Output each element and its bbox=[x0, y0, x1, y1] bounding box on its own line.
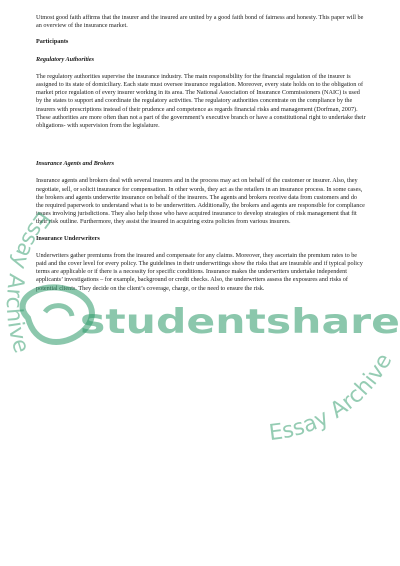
regulatory-paragraph: The regulatory authorities supervise the insurance industry. The main responsibility for the financial regulation of the insurer is assigned to its state of domiciliary. Each state must oversee insurance regulation. Moreover, every state holds on to the obligation of market price regulation of every insurer working in its area. The National Association of Insurance Commissioners (NAIC) is used by the states to support and coordinate the regulatory activities. The regulatory authorities concentrate on the compliance by the insurers with prescriptions instead of their prudence and competence as regards financial risks and management (Dorfman, 2007). These authorities are more often than not a part of the government’s executive branch or have a constitutional right to undertake their obligations- with supervision from the legislature. bbox=[36, 72, 366, 130]
regulatory-heading: Regulatory Authorities bbox=[36, 55, 95, 63]
watermark-caption-left-path: Essay Archive bbox=[0, 206, 56, 357]
participants-heading: Participants bbox=[36, 38, 69, 46]
agents-paragraph: Insurance agents and brokers deal with several insurers and in the process may act on behalf of the customer or insurer. Also, they negotiate, sell, or solicit insurance for compensation. In other words, they act as the retailers in an insurance process. In some cases, the brokers and agents underwrite insurance on behalf of the insurers. The agents and brokers receive data from customers and do the required paperwork to understand what is to be underwritten. Additionally, the brokers and agents are responsible for compliance issues involving jurisdictions. They also help those who have acquired insurance to develop strategies of risk management that fit their risk outline. Furthermore, they assist the insured in acquiring extra policies from various insurers. bbox=[36, 177, 365, 226]
intro-paragraph: Utmost good faith affirms that the insurer and the insured are united by a good faith bond of fairness and honesty. This paper will be an overview of the insurance market. bbox=[36, 14, 364, 30]
watermark-caption-right-path: Essay Archive bbox=[267, 349, 398, 447]
watermark-brand: studentshare bbox=[80, 302, 400, 342]
section-spacer bbox=[36, 138, 366, 160]
agents-heading: Insurance Agents and Brokers bbox=[36, 160, 114, 168]
watermark-caption-right bbox=[268, 350, 398, 447]
underwriters-heading: Insurance Underwriters bbox=[36, 234, 100, 242]
document-page bbox=[36, 14, 366, 301]
underwriters-paragraph: Underwriters gather premiums from the insured and compensate for any claims. Moreover, they ascertain the premium rates to be paid and the cover level for every policy. The guidelines in their underwritings show the risks that are insurable and if typical policy terms are applicable or if there is a necessity for specific conditions. Insurance makes the underwriters undertake independent applicants’ investigations – for example, background or credit checks. Also, the underwriters assess the exposures and risks of potential clients. They decide on the client’s coverage, charge, or the need to ensure the risk. bbox=[36, 251, 363, 292]
